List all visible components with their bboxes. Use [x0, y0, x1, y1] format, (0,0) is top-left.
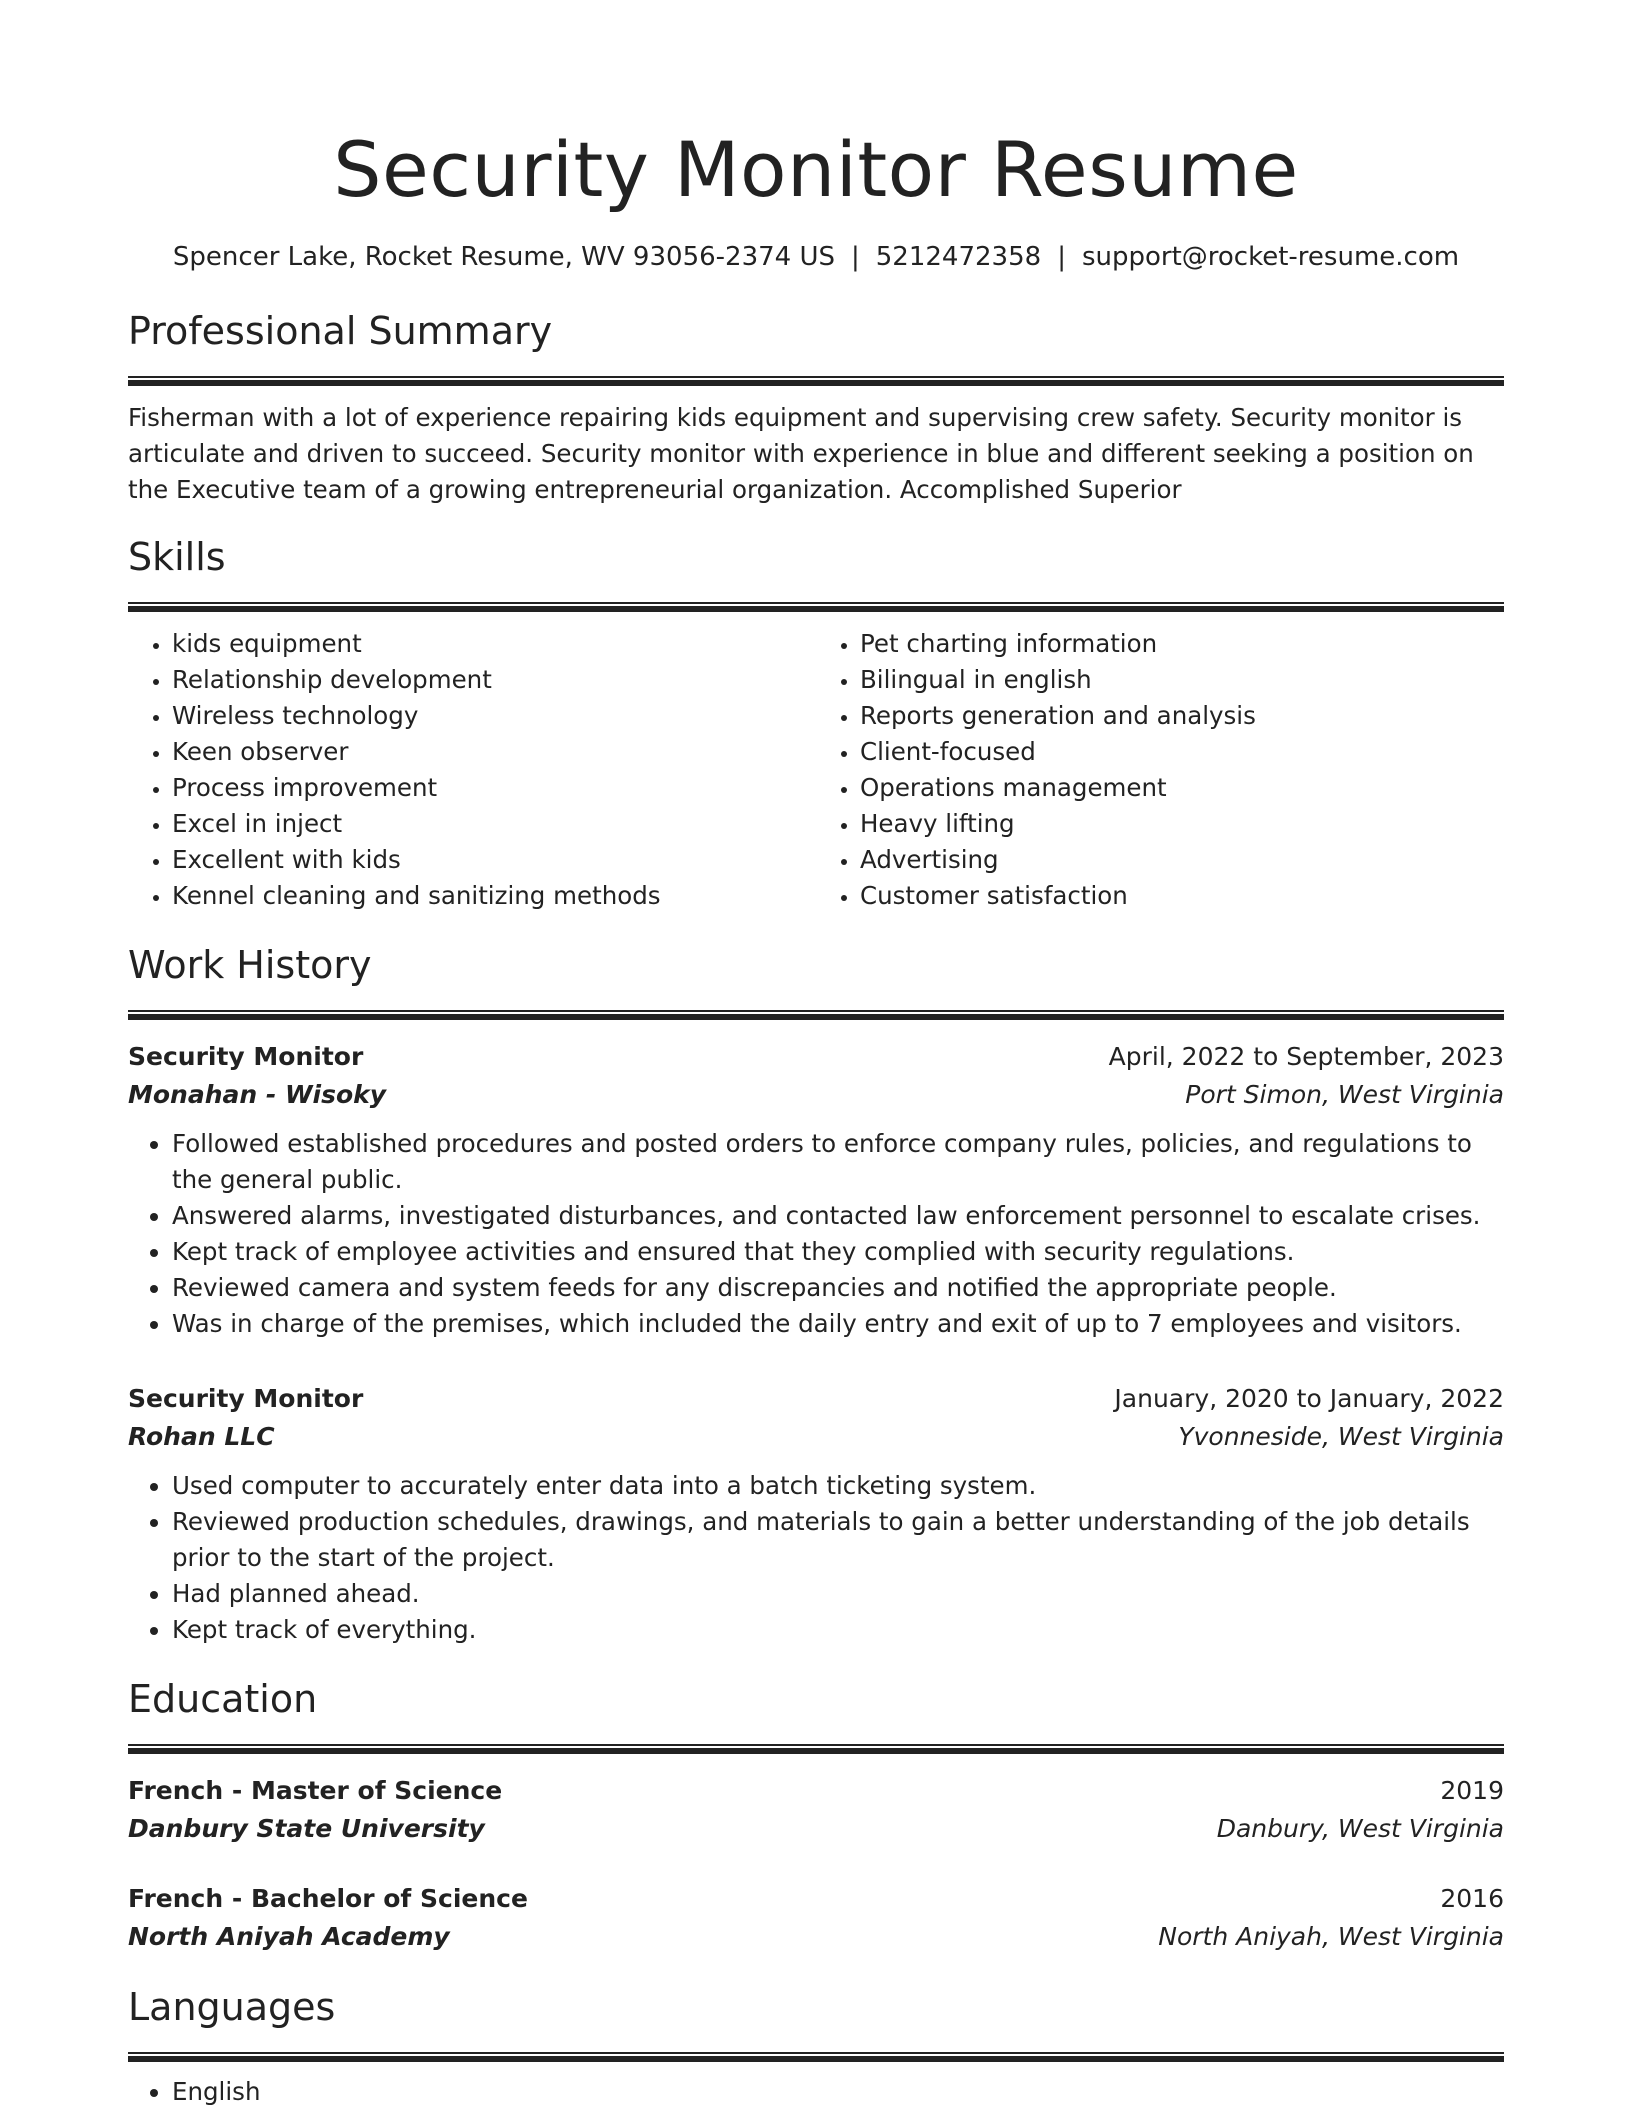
skill-item: • Keen observer	[172, 734, 816, 770]
skill-item: • Process improvement	[172, 770, 816, 806]
education-degree-row	[128, 1880, 1504, 1918]
skill-item: • Kennel cleaning and sanitizing methods	[172, 878, 816, 914]
job-bullet: • Used computer to accurately enter data into a batch ticketing system.	[172, 1468, 1504, 1504]
education-location: North Aniyah, West Virginia	[1158, 1922, 1504, 1951]
skill-item: • Relationship development	[172, 662, 816, 698]
skill-item: • Pet charting information	[860, 626, 1504, 662]
education-degree: French - Bachelor of Science	[128, 1884, 528, 1913]
job-bullet: • Kept track of employee activities and ensured that they complied with security regulations.	[172, 1234, 1504, 1270]
languages-heading: Languages	[128, 1985, 336, 2029]
page-title: Security Monitor Resume	[333, 125, 1299, 214]
skills-right-list	[816, 626, 1504, 914]
job-title-row	[128, 1038, 1504, 1076]
education-degree-row	[128, 1772, 1504, 1810]
skills-columns	[128, 626, 1504, 914]
skills-heading: Skills	[128, 535, 226, 579]
work-heading: Work History	[128, 943, 372, 987]
contact-separator: |	[851, 242, 860, 272]
languages-section	[128, 1982, 1504, 2110]
job-entry	[128, 1038, 1504, 1342]
job-title: Security Monitor	[128, 1384, 364, 1413]
education-location: Danbury, West Virginia	[1216, 1814, 1504, 1843]
education-school: Danbury State University	[128, 1814, 485, 1843]
education-school: North Aniyah Academy	[128, 1922, 450, 1951]
education-entry	[128, 1880, 1504, 1956]
skill-item: • Excellent with kids	[172, 842, 816, 878]
languages-list	[128, 2074, 1504, 2110]
section-divider	[128, 1010, 1504, 1020]
job-bullets	[128, 1468, 1504, 1648]
skills-section	[128, 532, 1504, 914]
job-title-row	[128, 1380, 1504, 1418]
job-bullet: • Was in charge of the premises, which included the daily entry and exit of up to 7 employees and visitors.	[172, 1306, 1504, 1342]
skills-left-list	[128, 626, 816, 914]
education-heading: Education	[128, 1677, 318, 1721]
section-divider	[128, 602, 1504, 612]
section-divider	[128, 1744, 1504, 1754]
education-degree: French - Master of Science	[128, 1776, 503, 1805]
skill-item: • Excel in inject	[172, 806, 816, 842]
skill-item: • kids equipment	[172, 626, 816, 662]
job-bullet: • Had planned ahead.	[172, 1576, 1504, 1612]
section-divider	[128, 376, 1504, 386]
summary-section	[128, 306, 1504, 508]
job-location: Yvonneside, West Virginia	[1178, 1422, 1504, 1451]
job-title: Security Monitor	[128, 1042, 364, 1071]
education-section	[128, 1674, 1504, 1956]
skill-item: • Heavy lifting	[860, 806, 1504, 842]
skill-item: • Wireless technology	[172, 698, 816, 734]
job-bullet: • Followed established procedures and posted orders to enforce company rules, policies, and regulations to the general public.	[172, 1126, 1504, 1198]
education-entry	[128, 1772, 1504, 1848]
job-company: Rohan LLC	[128, 1422, 275, 1451]
education-year: 2016	[1440, 1884, 1504, 1913]
job-bullets	[128, 1126, 1504, 1342]
skill-item: • Advertising	[860, 842, 1504, 878]
job-company-row	[128, 1418, 1504, 1456]
skill-item: • Reports generation and analysis	[860, 698, 1504, 734]
job-entry	[128, 1380, 1504, 1648]
contact-line	[128, 238, 1504, 276]
job-dates: January, 2020 to January, 2022	[1114, 1384, 1504, 1413]
job-dates: April, 2022 to September, 2023	[1108, 1042, 1504, 1071]
skill-item: • Operations management	[860, 770, 1504, 806]
education-school-row	[128, 1810, 1504, 1848]
education-year: 2019	[1440, 1776, 1504, 1805]
skill-item: • Bilingual in english	[860, 662, 1504, 698]
summary-text: Fisherman with a lot of experience repairing kids equipment and supervising crew safety. Security monitor is articulate and driven to succeed. Security monitor with experience in blue and different seeking a position on the Executive team of a growing entrepreneurial organization. Accomplished Superior	[128, 403, 1474, 504]
job-bullet: • Reviewed camera and system feeds for any discrepancies and notified the appropriate people.	[172, 1270, 1504, 1306]
contact-email: support@rocket-resume.com	[1081, 242, 1460, 272]
contact-separator: |	[1057, 242, 1066, 272]
job-bullet: • Reviewed production schedules, drawings, and materials to gain a better understanding of the job details prior to the start of the project.	[172, 1504, 1504, 1576]
contact-phone: 5212472358	[875, 242, 1042, 272]
work-section	[128, 940, 1504, 1648]
section-divider	[128, 2052, 1504, 2062]
job-bullet: • Kept track of everything.	[172, 1612, 1504, 1648]
skill-item: • Client-focused	[860, 734, 1504, 770]
education-school-row	[128, 1918, 1504, 1956]
job-location: Port Simon, West Virginia	[1185, 1080, 1504, 1109]
skill-item: • Customer satisfaction	[860, 878, 1504, 914]
job-company-row	[128, 1076, 1504, 1114]
summary-heading: Professional Summary	[128, 309, 553, 353]
contact-address: Spencer Lake, Rocket Resume, WV 93056-2374 US	[172, 242, 835, 272]
job-bullet: • Answered alarms, investigated disturbances, and contacted law enforcement personnel to escalate crises.	[172, 1198, 1504, 1234]
job-company: Monahan - Wisoky	[128, 1080, 387, 1109]
language-item: • English	[172, 2074, 1504, 2110]
